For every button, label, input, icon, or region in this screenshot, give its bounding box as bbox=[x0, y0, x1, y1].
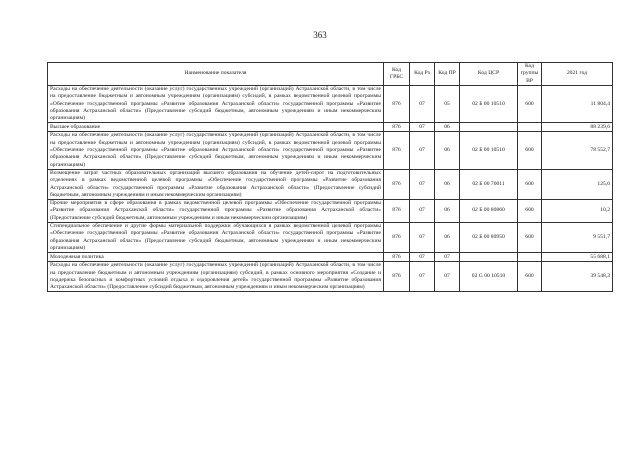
row-pr: 06 bbox=[435, 200, 460, 223]
row-amount: 9 551,7 bbox=[542, 223, 613, 253]
row-csr: 02 Б 00 10510 bbox=[460, 86, 518, 123]
row-amount: 11 804,4 bbox=[542, 86, 613, 123]
table-row bbox=[48, 86, 613, 123]
row-vr: 600 bbox=[518, 132, 542, 169]
header-year-2021: 2021 год bbox=[542, 63, 613, 86]
table-row bbox=[48, 169, 613, 199]
row-csr: 02 Б 00 70011 bbox=[460, 169, 518, 199]
row-csr: 02 Б 00 80950 bbox=[460, 223, 518, 253]
row-rz: 07 bbox=[410, 86, 435, 123]
row-vr: 600 bbox=[518, 86, 542, 123]
row-rz: 07 bbox=[410, 169, 435, 199]
row-name: Расходы на обеспечение деятельности (оказание услуг) государственных учреждений (организаций) Астраханской области, в том числе на предоставление бюджетным и автономным учреждениям (организациям) субсидий, в рамках ведомственной целевой программы «Обеспечение государственной программы «Развитие образования Астраханской области» государственной программы «Развитие образования Астраханской области» (Предоставление субсидий бюджетным, автономным учреждениям и иным некоммерческим организациям) bbox=[48, 86, 384, 123]
row-vr bbox=[518, 253, 542, 262]
row-amount: 78 552,7 bbox=[542, 132, 613, 169]
row-csr bbox=[460, 253, 518, 262]
row-amount: 39 548,3 bbox=[542, 262, 613, 292]
table-row bbox=[48, 132, 613, 169]
row-amount: 55 688,1 bbox=[542, 253, 613, 262]
row-csr: 02 Б 00 10510 bbox=[460, 132, 518, 169]
page-number: 363 bbox=[313, 30, 327, 40]
row-rz: 07 bbox=[410, 223, 435, 253]
row-pr: 06 bbox=[435, 123, 460, 132]
row-vr: 600 bbox=[518, 200, 542, 223]
row-name: Высшее образование bbox=[48, 123, 384, 132]
row-grbs: 876 bbox=[384, 86, 410, 123]
row-rz: 07 bbox=[410, 200, 435, 223]
row-rz: 07 bbox=[410, 132, 435, 169]
row-grbs: 876 bbox=[384, 253, 410, 262]
row-csr: 02 G 00 10510 bbox=[460, 262, 518, 292]
row-name: Молодежная политика bbox=[48, 253, 384, 262]
row-grbs: 876 bbox=[384, 262, 410, 292]
table-row bbox=[48, 223, 613, 253]
row-name: Расходы на обеспечение деятельности (оказание услуг) государственных учреждений (организаций) Астраханской области, в том числе на предоставление бюджетным и автономным учреждениям (организациям) субсидий, в рамках ведомственной целевой программы «Обеспечение государственной программы «Развитие образования Астраханской области» государственной программы «Развитие образования Астраханской области» (Предоставление субсидий бюджетным, автономным учреждениям и иным некоммерческим организациям) bbox=[48, 132, 384, 169]
row-pr: 06 bbox=[435, 223, 460, 253]
header-csr-code: Код ЦСР bbox=[460, 63, 518, 86]
row-amount: 10,2 bbox=[542, 200, 613, 223]
table-row bbox=[48, 262, 613, 292]
row-name: Расходы на обеспечение деятельности (оказание услуг) государственных учреждений (организаций) Астраханской области, в том числе на предоставление бюджетным и автономным учреждениям (организациям) субсидий, в рамках основного мероприятия «Создание и поддержка безопасных и комфортных условий отдыха и оздоровления детей» государственной программы «Развитие образования Астраханской области» (Предоставление субсидий бюджетным, автономным учреждениям и иным некоммерческим организациям) bbox=[48, 262, 384, 292]
row-grbs: 876 bbox=[384, 223, 410, 253]
budget-table bbox=[47, 62, 613, 292]
row-rz: 07 bbox=[410, 262, 435, 292]
table-row-section bbox=[48, 123, 613, 132]
header-indicator-name: Наименование показателя bbox=[48, 63, 384, 86]
row-pr: 06 bbox=[435, 132, 460, 169]
row-vr: 600 bbox=[518, 262, 542, 292]
table-row bbox=[48, 200, 613, 223]
row-grbs: 876 bbox=[384, 123, 410, 132]
row-pr: 07 bbox=[435, 262, 460, 292]
row-name: Возмещение затрат частных образовательных организаций высшего образования на обучение детей-сирот на подготовительных отделениях в рамках ведомственной целевой программы «Обеспечение государственной программы «Развитие образования Астраханской области» государственной программы «Развитие образования Астраханской области» (Предоставление субсидий бюджетным, автономным учреждениям и иным некоммерческим организациям) bbox=[48, 169, 384, 199]
row-vr bbox=[518, 123, 542, 132]
row-amount: 125,0 bbox=[542, 169, 613, 199]
row-vr: 600 bbox=[518, 169, 542, 199]
header-rz-code: Код Рз bbox=[410, 63, 435, 86]
row-name: Стипендиальное обеспечение и другие формы материальной поддержки обучающихся в рамках ведомственной целевой программы «Обеспечение государственной программы «Развитие образования Астраханской области» государственной программы «Развитие образования Астраханской области» (Предоставление субсидий бюджетным, автономным учреждениям и иным некоммерческим организациям) bbox=[48, 223, 384, 253]
header-vr-code: Код группы ВР bbox=[518, 63, 542, 86]
row-vr: 600 bbox=[518, 223, 542, 253]
table-row-section bbox=[48, 253, 613, 262]
table-header-row bbox=[48, 63, 613, 86]
row-csr: 02 Б 00 80860 bbox=[460, 200, 518, 223]
row-rz: 07 bbox=[410, 123, 435, 132]
row-grbs: 876 bbox=[384, 200, 410, 223]
row-name: Прочие мероприятия в сфере образования в рамках ведомственной целевой программы «Обеспечение государственной программы «Развитие образования Астраханской области» государственной программы «Развитие образования Астраханской области» (Предоставление субсидий бюджетным, автономным учреждениям и иным некоммерческим организациям) bbox=[48, 200, 384, 223]
row-amount: 88 239,6 bbox=[542, 123, 613, 132]
header-pr-code: Код ПР bbox=[435, 63, 460, 86]
row-grbs: 876 bbox=[384, 132, 410, 169]
row-rz: 07 bbox=[410, 253, 435, 262]
row-pr: 06 bbox=[435, 169, 460, 199]
row-pr: 07 bbox=[435, 253, 460, 262]
row-pr: 05 bbox=[435, 86, 460, 123]
row-csr bbox=[460, 123, 518, 132]
header-grbs-code: Код ГРБС bbox=[384, 63, 410, 86]
row-grbs: 876 bbox=[384, 169, 410, 199]
